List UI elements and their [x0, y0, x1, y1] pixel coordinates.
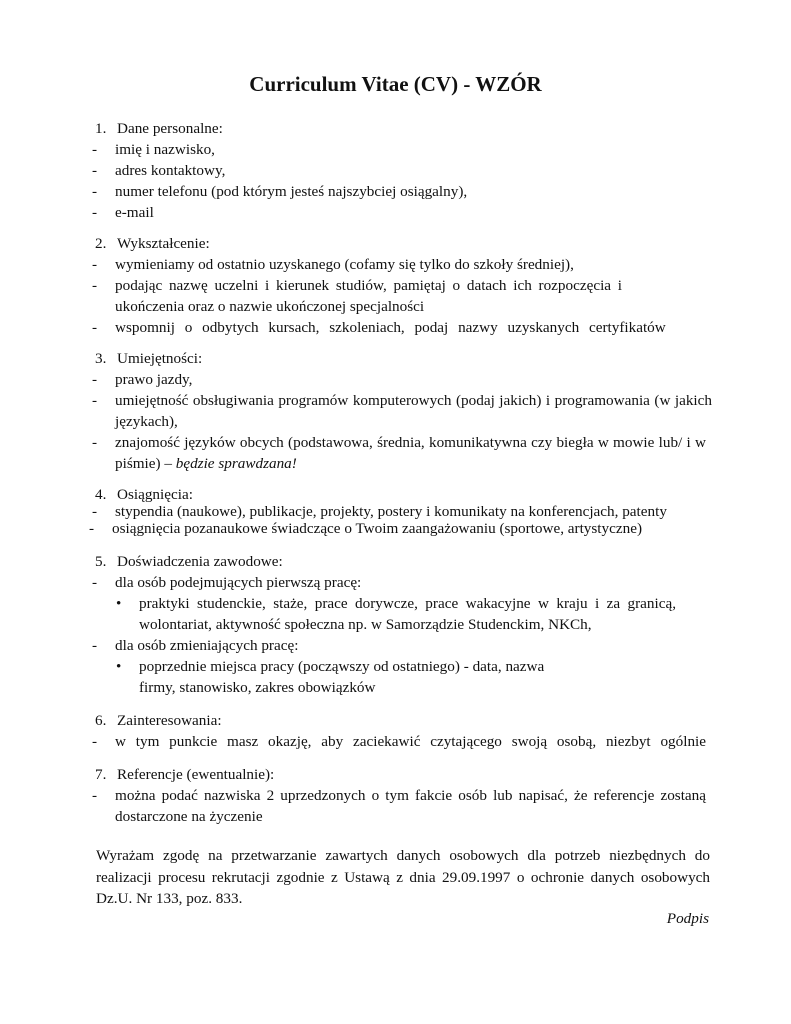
dash-marker: - — [92, 319, 98, 336]
section-heading-education — [95, 233, 210, 254]
section-number: 7. — [95, 766, 107, 783]
list-item-text: wspomnij o odbytych kursach, szkoleniach, podaj nazwy uzyskanych certyfikatów — [115, 319, 666, 336]
emphasis-note: będzie sprawdzana! — [175, 455, 297, 472]
dash-marker: - — [89, 520, 95, 537]
bullet-item-text: praktyki studenckie, staże, prace dorywcze, prace wakacyjne w kraju i za granicą, wolontariat, aktywność społeczna np. w Samorządzie Studenckim, NKCh, — [139, 595, 676, 633]
list-item-text: adres kontaktowy, — [115, 162, 226, 179]
section-heading-skills — [95, 348, 202, 369]
section-title: Dane personalne: — [117, 120, 223, 137]
list-item-text: imię i nazwisko, — [115, 141, 215, 158]
list-item-text: dla osób podejmujących pierwszą pracę: — [115, 574, 362, 591]
section-title: Referencje (ewentualnie): — [117, 766, 275, 783]
dash-marker: - — [92, 162, 98, 179]
section-number: 2. — [95, 235, 107, 252]
dash-marker: - — [92, 574, 98, 591]
list-item — [92, 254, 732, 275]
dash-marker: - — [92, 503, 98, 520]
language-skills-text: znajomość języków obcych (podstawowa, średnia, komunikatywna czy biegła w mowie lub/ i w piśmie) – — [115, 434, 706, 472]
dash-marker: - — [92, 733, 98, 750]
list-item-text: wymieniamy od ostatnio uzyskanego (cofamy się tylko do szkoły średniej), — [115, 256, 574, 273]
section-number: 6. — [95, 712, 107, 729]
section-number: 5. — [95, 553, 107, 570]
list-item-text: w tym punkcie masz okazję, aby zaciekawić czytającego swoją osobą, niezbyt ogólnie — [115, 733, 706, 750]
list-item-text: numer telefonu (pod którym jesteś najszybciej osiągalny), — [115, 183, 468, 200]
list-item — [92, 181, 732, 202]
bullet-marker: • — [116, 595, 122, 612]
bullet-item-text: poprzednie miejsca pracy (począwszy od ostatniego) - data, nazwa firmy, stanowisko, zakres obowiązków — [139, 658, 545, 696]
section-title: Doświadczenia zawodowe: — [117, 553, 283, 570]
list-item-text: dla osób zmieniających pracę: — [115, 637, 299, 654]
section-number: 3. — [95, 350, 107, 367]
list-item — [92, 275, 622, 317]
section-number: 1. — [95, 120, 107, 137]
dash-marker: - — [92, 434, 98, 451]
list-item-text: podając nazwę uczelni i kierunek studiów, pamiętaj o datach ich rozpoczęcia i ukończenia oraz o nazwie ukończonej specjalności — [115, 277, 622, 315]
section-heading-interests — [95, 710, 222, 731]
list-item — [92, 390, 712, 432]
list-item-text — [115, 432, 706, 474]
list-item — [92, 139, 732, 160]
list-item — [92, 432, 706, 474]
dash-marker: - — [92, 204, 98, 221]
bullet-item — [116, 593, 676, 635]
list-item — [92, 635, 732, 656]
section-number: 4. — [95, 486, 107, 503]
list-item — [92, 572, 732, 593]
list-item — [92, 731, 706, 752]
list-item-text: e-mail — [115, 204, 154, 221]
section-heading-personal — [95, 118, 223, 139]
bullet-item — [116, 656, 576, 698]
list-item-text: umiejętność obsługiwania programów komputerowych (podaj jakich) i programowania (w jakich językach), — [115, 392, 712, 430]
dash-marker: - — [92, 392, 98, 409]
dash-marker: - — [92, 371, 98, 388]
document-title: Curriculum Vitae (CV) - WZÓR — [249, 72, 542, 96]
dash-marker: - — [92, 637, 98, 654]
list-item — [92, 785, 706, 827]
list-item — [89, 518, 729, 539]
section-heading-experience — [95, 551, 283, 572]
list-item — [92, 369, 732, 390]
list-item-text: osiągnięcia pozanaukowe świadczące o Twoim zaangażowaniu (sportowe, artystyczne) — [112, 520, 642, 537]
list-item — [92, 202, 732, 223]
dash-marker: - — [92, 141, 98, 158]
list-item-text: prawo jazdy, — [115, 371, 193, 388]
dash-marker: - — [92, 787, 98, 804]
section-title: Osiągnięcia: — [117, 486, 193, 503]
section-title: Umiejętności: — [117, 350, 203, 367]
section-heading-references — [95, 764, 274, 785]
list-item — [92, 317, 732, 338]
list-item-text: można podać nazwiska 2 uprzedzonych o tym fakcie osób lub napisać, że referencje zostaną dostarczone na życzenie — [115, 787, 706, 825]
dash-marker: - — [92, 256, 98, 273]
list-item-text: stypendia (naukowe), publikacje, projekty, postery i komunikaty na konferencjach, patenty — [115, 503, 667, 520]
bullet-marker: • — [116, 658, 122, 675]
section-title: Wykształcenie: — [117, 235, 210, 252]
list-item — [92, 160, 732, 181]
signature-label: Podpis — [666, 910, 709, 927]
dash-marker: - — [92, 183, 98, 200]
consent-clause: Wyrażam zgodę na przetwarzanie zawartych danych osobowych dla potrzeb niezbędnych do realizacji procesu rekrutacji zgodnie z Ustawą z dnia 29.09.1997 o ochronie danych osobowych Dz.U. Nr 133, poz. 833. — [96, 847, 710, 907]
section-title: Zainteresowania: — [117, 712, 222, 729]
dash-marker: - — [92, 277, 98, 294]
